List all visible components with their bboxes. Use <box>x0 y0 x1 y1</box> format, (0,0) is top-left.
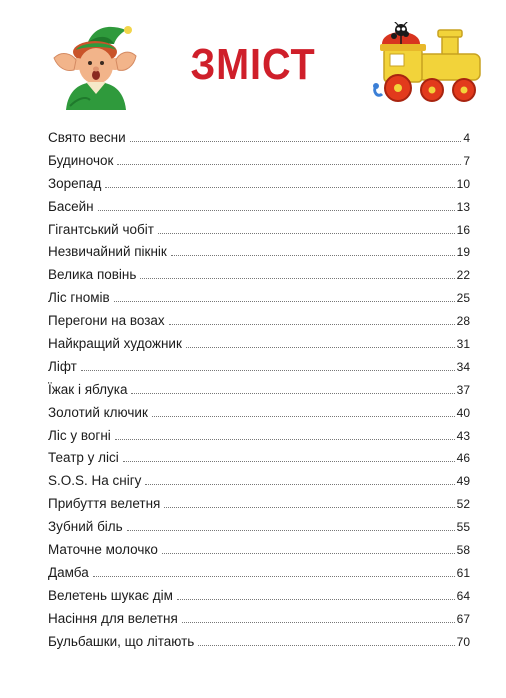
toc-entry <box>48 176 470 199</box>
toc-entry-title: Свято весни <box>48 130 126 145</box>
toc-entry-title: Бульбашки, що літають <box>48 633 195 649</box>
toc-entry-page-number: 70 <box>456 634 470 649</box>
toc-entry-page-number: 34 <box>456 359 470 374</box>
dotted-leader <box>158 233 455 234</box>
dotted-leader <box>140 278 454 279</box>
toc-entry-page-number: 13 <box>456 199 470 214</box>
toc-entry-title: Зубний біль <box>48 519 123 535</box>
toc-entry-page-number: 67 <box>456 611 470 626</box>
toc-entry-title: Велика повінь <box>48 267 137 283</box>
dotted-leader <box>169 324 455 325</box>
toc-entry <box>48 382 470 405</box>
toc-entry-title: Насіння для велетня <box>48 610 178 626</box>
page-title: ЗМІСТ <box>190 40 316 89</box>
dotted-leader <box>105 187 454 188</box>
toc-entry <box>48 153 470 176</box>
toc-entry <box>48 222 470 245</box>
toc-entry-title: Незвичайний пікнік <box>48 244 167 260</box>
toc-entry-title: Дамба <box>48 564 89 580</box>
toc-entry-page-number: 25 <box>456 291 470 306</box>
toc-entry-page-number: 7 <box>463 153 470 168</box>
toc-entry-page-number: 61 <box>456 565 470 580</box>
dotted-leader <box>162 553 455 554</box>
dotted-leader <box>198 645 454 646</box>
toc-entry-title: Зорепад <box>48 175 102 191</box>
toc-entry-title: Велетень шукає дім <box>48 587 173 603</box>
dotted-leader <box>127 530 455 531</box>
toc-entry-page-number: 22 <box>456 268 470 283</box>
dotted-leader <box>123 461 455 462</box>
toc-entry-title: Ліфт <box>48 358 77 374</box>
toc-entry-title: Найкращий художник <box>48 336 182 352</box>
toc-entry-title: Золотий ключик <box>48 404 148 420</box>
toc-entry <box>48 519 470 542</box>
table-of-contents <box>48 130 470 656</box>
toc-entry-title: Їжак і яблука <box>48 381 128 397</box>
toc-entry <box>48 473 470 496</box>
toc-entry <box>48 290 470 313</box>
toc-entry-page-number: 43 <box>456 428 470 443</box>
toc-entry <box>48 611 470 634</box>
toc-entry-title: S.O.S. На снігу <box>48 473 142 489</box>
toc-entry <box>48 359 470 382</box>
toc-entry <box>48 267 470 290</box>
toc-entry <box>48 428 470 451</box>
toc-entry <box>48 130 470 153</box>
toc-entry-page-number: 16 <box>456 222 470 237</box>
dotted-leader <box>171 255 455 256</box>
toc-entry-title: Ліс гномів <box>48 290 110 306</box>
toc-entry-page-number: 40 <box>456 405 470 420</box>
toc-entry-page-number: 52 <box>456 497 470 512</box>
toc-entry-title: Перегони на возах <box>48 313 165 329</box>
dotted-leader <box>145 484 454 485</box>
toc-entry-page-number: 31 <box>456 337 470 352</box>
dotted-leader <box>177 599 455 600</box>
dotted-leader <box>115 439 455 440</box>
toc-entry-title: Ліс у вогні <box>48 427 111 443</box>
page-header <box>0 0 506 125</box>
toc-entry <box>48 496 470 519</box>
toc-entry-title: Гігантський чобіт <box>48 221 154 237</box>
dotted-leader <box>117 164 461 165</box>
dotted-leader <box>182 622 455 623</box>
toc-entry-page-number: 64 <box>456 588 470 603</box>
toc-entry <box>48 450 470 473</box>
toc-entry-page-number: 49 <box>456 474 470 489</box>
dotted-leader <box>93 576 455 577</box>
toy-train-illustration <box>372 22 488 108</box>
dotted-leader <box>130 141 462 142</box>
toc-entry-title: Театр у лісі <box>48 450 119 466</box>
toc-entry <box>48 405 470 428</box>
toc-entry-page-number: 58 <box>456 543 470 558</box>
dotted-leader <box>164 507 454 508</box>
toc-entry <box>48 565 470 588</box>
toc-entry <box>48 634 470 657</box>
toc-entry <box>48 199 470 222</box>
dotted-leader <box>152 416 455 417</box>
toc-entry-title: Басейн <box>48 198 94 214</box>
toc-entry <box>48 244 470 267</box>
toc-entry-page-number: 55 <box>456 520 470 535</box>
dotted-leader <box>114 301 455 302</box>
toc-entry-page-number: 4 <box>463 131 470 145</box>
toc-entry <box>48 313 470 336</box>
toc-entry <box>48 336 470 359</box>
toc-entry-page-number: 10 <box>456 176 470 191</box>
toc-entry-title: Будиночок <box>48 152 114 168</box>
dotted-leader <box>81 370 455 371</box>
toc-entry-page-number: 28 <box>456 314 470 329</box>
toc-entry-page-number: 37 <box>456 382 470 397</box>
toc-entry <box>48 588 470 611</box>
toc-entry <box>48 542 470 565</box>
dotted-leader <box>131 393 454 394</box>
dotted-leader <box>98 210 455 211</box>
toc-entry-page-number: 46 <box>456 451 470 466</box>
toc-entry-title: Маточне молочко <box>48 542 158 558</box>
toc-entry-page-number: 19 <box>456 245 470 260</box>
dotted-leader <box>186 347 455 348</box>
toc-entry-title: Прибуття велетня <box>48 496 161 512</box>
